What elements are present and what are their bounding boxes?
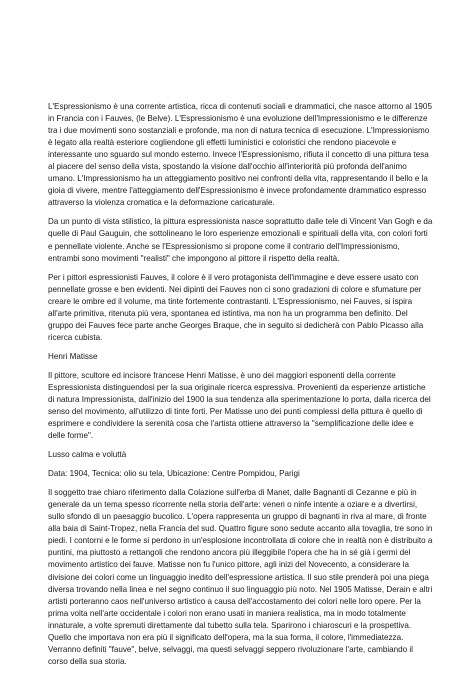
matisse-heading: Henri Matisse (48, 351, 98, 361)
artwork-description: Il soggetto trae chiaro riferimento dalla Colazione sull'erba di Manet, dalle Bagnanti di Cezanne e più in generale da un tema spesso ricorrente nella storia dell'arte: veneri o ninfe intente a oziare e a divertirsi, sullo sfondo di un paesaggio bucolico. L'opera rappresenta un gruppo di bagnanti in riva al mare, di fronte alla baia di Saint-Tropez, nella Francia del sud. Quattro figure sono sedute accanto alla tovaglia, tre sono in piedi. I contorni e le forme si perdono in un'esplosione incontrollata di colore che in realtà non è distribuito a puntini, ma piuttosto a rettangoli che rendono ancora più illeggibile l'opera che ha in sé già i germi del movimento artistico dei fauve. Matisse non fu l'unico pittore, agli inizi del Novecento, a considerare la divisione dei colori come un linguaggio inedito dell'espressione artistica. Il suo stile prenderà poi una piega diversa trovando nella linea e nel segno continuo il suo linguaggio più noto. Nel 1905 Matisse, Derain e altri artisti porteranno caos nell'universo artistico a causa dell'accostamento dei colori nelle loro opere. Per la prima volta nell'arte occidentale i colori non erano usati in maniera realistica, ma in modo totalmente innaturale, a volte spremuti direttamente dal tubetto sulla tela. Sparirono i chiaroscuri e la prospettiva. Quello che importava non era più il significato dell'opera, ma la sua forma, il colore, l'immediatezza. Verranno definiti "fauve", belve, selvaggi, ma questi selvaggi seppero rivoluzionare l'arte, cambiando il corso della sua storia. (48, 488, 433, 666)
intro-paragraph: L'Espressionismo è una corrente artistica, ricca di contenuti sociali e drammatici, che nasce attorno al 1905 in Francia con i Fauves, (le Belve). L'Espressionismo è una evoluzione dell'Impressionismo e le differenze tra i due movimenti sono sostanziali e profonde, ma non di natura tecnica di esecuzione. L'Impressionismo è legato alla realtà esteriore cogliendone gli effetti luministici e coloristici che rendono piacevole e interessante uno sguardo sul mondo esterno. Invece l'Espressionismo, rifiuta il concetto di una pittura tesa al piacere del senso della vista, spostando la visione dall'occhio all'interiorità più profonda dell'animo umano. L'Impressionismo ha un atteggiamento positivo nei confronti della vita, rappresentando il bello e la gioia di vivere, mentre l'atteggiamento dell'Espressionismo è invece profondamente drammatico espresso attraverso la violenza cromatica e la deformazione caricaturale. (48, 102, 432, 208)
fauves-paragraph: Per i pittori espressionisti Fauves, il colore è il vero protagonista dell'immagine e deve essere usato con pennellate grosse e ben evidenti. Nei dipinti dei Fauves non ci sono gradazioni di colore e sfumature per creare le ombre ed il volume, ma tinte fortemente contrastanti. L'Espressionismo, nei Fauves, si ispira all'arte primitiva, ritenuta più vera, spontanea ed istintiva, ma non ha un programma ben definito. Del gruppo dei Fauves fece parte anche Georges Braque, che in seguito si dedicherà con Pablo Picasso alla ricerca cubista. (48, 272, 424, 342)
document-page (48, 101, 433, 675)
style-paragraph: Da un punto di vista stilistico, la pittura espressionista nasce soprattutto dalle tele di Vincent Van Gogh e da quelle di Paul Gauguin, che sottolineano le loro esperienze emozionali e spirituali della vita, con colori forti e pennellate violente. Anche se l'Espressionismo si propone come il contrario dell'Impressionismo, entrambi sono movimenti "realisti" che impongono al pittore il rispetto della realtà. (48, 217, 433, 263)
artwork-details: Data: 1904, Tecnica: olio su tela, Ubicazione: Centre Pompidou, Parigi (48, 469, 300, 479)
artwork-title: Lusso calma e voluttà (48, 450, 127, 460)
matisse-paragraph: Il pittore, scultore ed incisore francese Henri Matisse, è uno dei maggiori esponenti della corrente Espressionista distinguendosi per la sua originale ricerca espressiva. Provenienti da esperienze artistiche di natura Impressionista, dall'inizio del 1900 la sua tendenza alla sperimentazione lo porta, dalla ricerca del senso del movimento, all'utilizzo di tinte forti. Per Matisse uno dei punti complessi della pittura è quello di esprimere e condividere la serenità cosa che l'artista ottiene attraverso la "semplificazione delle idee e delle forme". (48, 370, 431, 441)
